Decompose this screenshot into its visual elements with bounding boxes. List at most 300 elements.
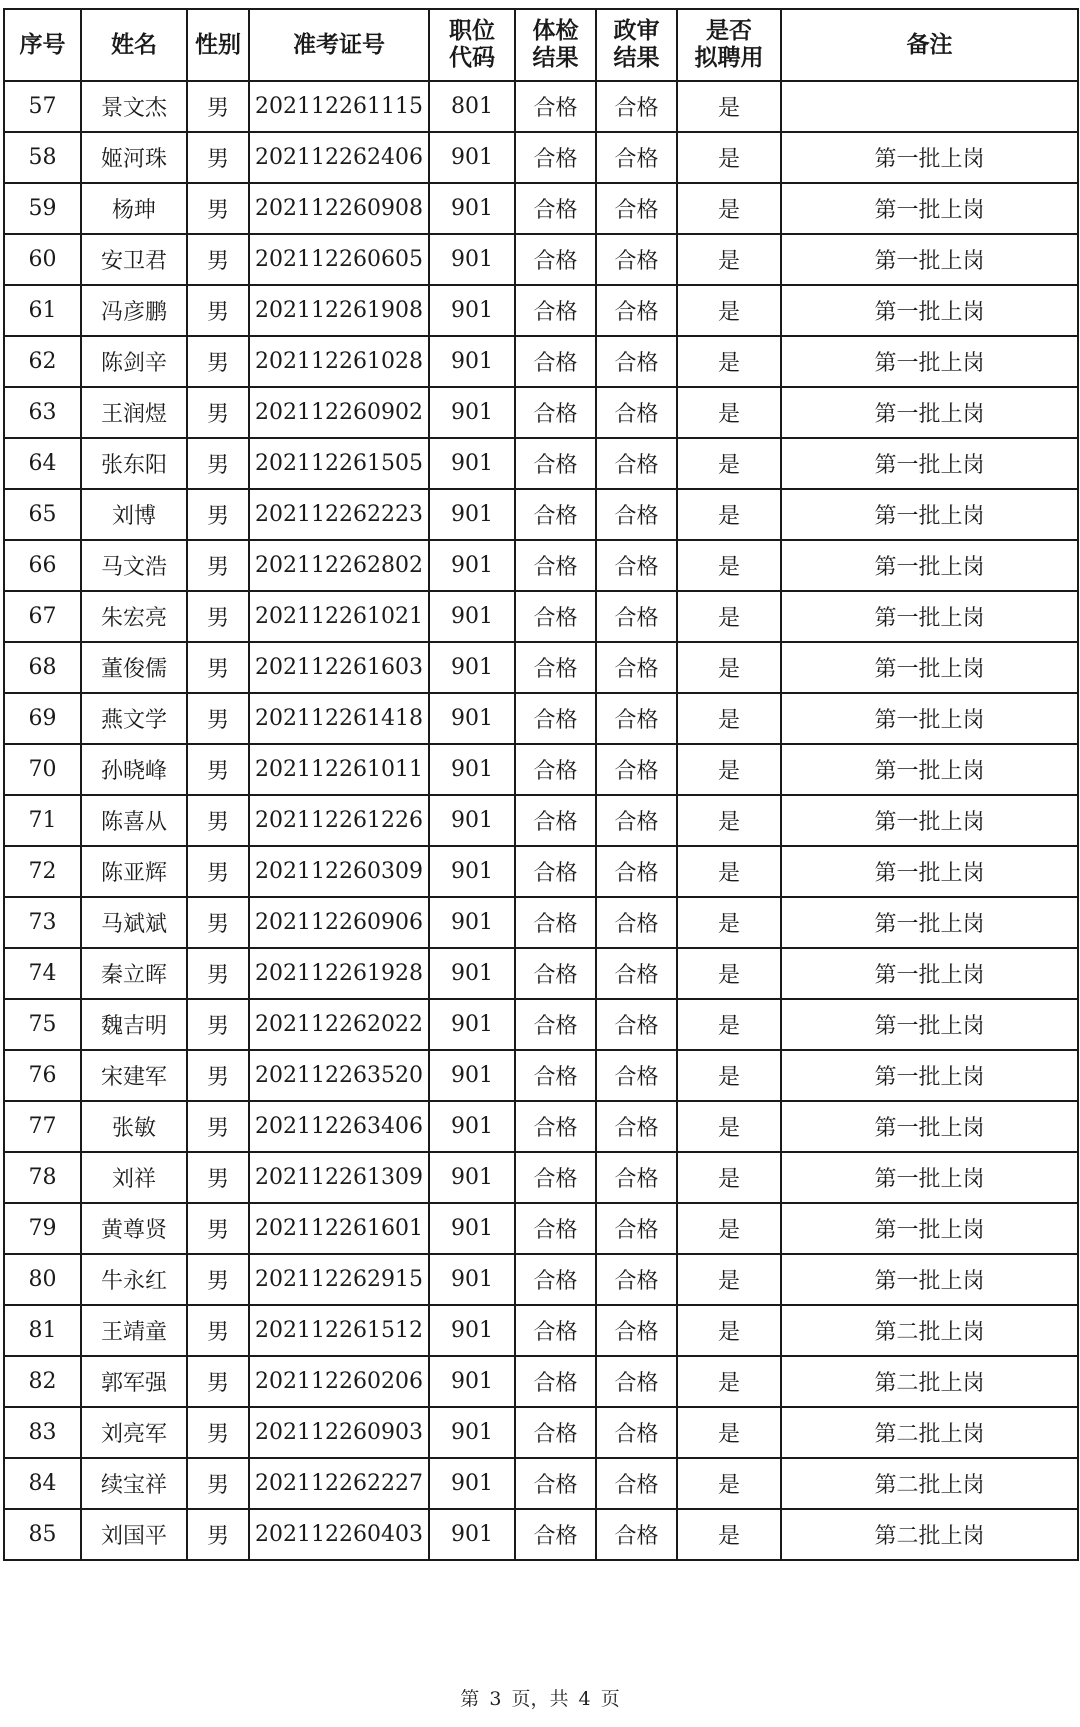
cell-remark: 第一批上岗: [781, 591, 1078, 642]
cell-seq: 82: [4, 1356, 81, 1407]
cell-remark: 第二批上岗: [781, 1458, 1078, 1509]
roster-document: [3, 8, 1077, 1561]
cell-political: 合格: [596, 1458, 677, 1509]
cell-gender: 男: [187, 999, 249, 1050]
cell-gender: 男: [187, 132, 249, 183]
cell-name: 安卫君: [81, 234, 187, 285]
cell-gender: 男: [187, 387, 249, 438]
cell-exam_id: 202112261309: [249, 1152, 429, 1203]
cell-gender: 男: [187, 1305, 249, 1356]
cell-name: 王靖童: [81, 1305, 187, 1356]
cell-seq: 63: [4, 387, 81, 438]
cell-hire: 是: [677, 1356, 781, 1407]
column-header-seq: [4, 9, 81, 81]
cell-political: 合格: [596, 897, 677, 948]
cell-political: 合格: [596, 1509, 677, 1560]
cell-name: 张敏: [81, 1101, 187, 1152]
cell-physical: 合格: [515, 1254, 596, 1305]
cell-physical: 合格: [515, 744, 596, 795]
cell-name: 刘亮军: [81, 1407, 187, 1458]
cell-seq: 80: [4, 1254, 81, 1305]
cell-gender: 男: [187, 336, 249, 387]
cell-political: 合格: [596, 81, 677, 132]
cell-gender: 男: [187, 540, 249, 591]
table-row: [4, 1458, 1078, 1509]
cell-name: 刘祥: [81, 1152, 187, 1203]
cell-seq: 77: [4, 1101, 81, 1152]
cell-remark: 第一批上岗: [781, 744, 1078, 795]
cell-political: 合格: [596, 591, 677, 642]
roster-table: [3, 8, 1079, 1561]
cell-hire: 是: [677, 1254, 781, 1305]
cell-physical: 合格: [515, 948, 596, 999]
column-header-label: 准考证号: [293, 31, 385, 58]
cell-exam_id: 202112261928: [249, 948, 429, 999]
table-row: [4, 846, 1078, 897]
cell-political: 合格: [596, 336, 677, 387]
cell-seq: 62: [4, 336, 81, 387]
current-page-number: 3: [489, 1688, 502, 1710]
cell-name: 牛永红: [81, 1254, 187, 1305]
cell-exam_id: 202112262227: [249, 1458, 429, 1509]
cell-physical: 合格: [515, 1305, 596, 1356]
footer-suffix: 页: [600, 1688, 620, 1710]
cell-gender: 男: [187, 1407, 249, 1458]
table-row: [4, 1203, 1078, 1254]
cell-exam_id: 202112262406: [249, 132, 429, 183]
table-row: [4, 81, 1078, 132]
cell-seq: 74: [4, 948, 81, 999]
cell-exam_id: 202112261021: [249, 591, 429, 642]
cell-post_code: 901: [429, 387, 515, 438]
cell-post_code: 901: [429, 285, 515, 336]
cell-remark: 第一批上岗: [781, 540, 1078, 591]
cell-seq: 65: [4, 489, 81, 540]
cell-exam_id: 202112262802: [249, 540, 429, 591]
cell-remark: 第一批上岗: [781, 183, 1078, 234]
cell-hire: 是: [677, 1203, 781, 1254]
cell-post_code: 901: [429, 489, 515, 540]
cell-post_code: 901: [429, 846, 515, 897]
cell-political: 合格: [596, 1356, 677, 1407]
column-header-label: 备注: [906, 31, 953, 58]
cell-hire: 是: [677, 1305, 781, 1356]
cell-gender: 男: [187, 795, 249, 846]
cell-remark: 第一批上岗: [781, 1101, 1078, 1152]
cell-exam_id: 202112261512: [249, 1305, 429, 1356]
table-row: [4, 1152, 1078, 1203]
cell-physical: 合格: [515, 1050, 596, 1101]
cell-physical: 合格: [515, 642, 596, 693]
cell-political: 合格: [596, 795, 677, 846]
cell-exam_id: 202112261418: [249, 693, 429, 744]
column-header-physical: [515, 9, 596, 81]
cell-post_code: 901: [429, 540, 515, 591]
cell-hire: 是: [677, 540, 781, 591]
cell-exam_id: 202112261603: [249, 642, 429, 693]
cell-name: 郭军强: [81, 1356, 187, 1407]
cell-post_code: 801: [429, 81, 515, 132]
cell-name: 冯彦鹏: [81, 285, 187, 336]
column-header-label: 是否: [706, 18, 752, 44]
cell-gender: 男: [187, 1356, 249, 1407]
cell-exam_id: 202112263406: [249, 1101, 429, 1152]
cell-post_code: 901: [429, 591, 515, 642]
cell-political: 合格: [596, 1254, 677, 1305]
cell-political: 合格: [596, 132, 677, 183]
cell-gender: 男: [187, 438, 249, 489]
column-header-label: 政审: [613, 18, 660, 44]
cell-exam_id: 202112261908: [249, 285, 429, 336]
cell-remark: 第二批上岗: [781, 1407, 1078, 1458]
column-header-hire: [677, 9, 781, 81]
column-header-label: 性别: [195, 31, 241, 58]
cell-physical: 合格: [515, 1407, 596, 1458]
table-row: [4, 642, 1078, 693]
table-row: [4, 1407, 1078, 1458]
cell-hire: 是: [677, 1509, 781, 1560]
cell-post_code: 901: [429, 234, 515, 285]
cell-remark: [781, 81, 1078, 132]
cell-remark: 第一批上岗: [781, 489, 1078, 540]
table-row: [4, 1356, 1078, 1407]
cell-gender: 男: [187, 744, 249, 795]
cell-political: 合格: [596, 693, 677, 744]
cell-physical: 合格: [515, 591, 596, 642]
cell-political: 合格: [596, 1305, 677, 1356]
cell-post_code: 901: [429, 1152, 515, 1203]
table-row: [4, 387, 1078, 438]
table-row: [4, 1305, 1078, 1356]
cell-seq: 75: [4, 999, 81, 1050]
cell-remark: 第一批上岗: [781, 693, 1078, 744]
cell-name: 张东阳: [81, 438, 187, 489]
cell-hire: 是: [677, 438, 781, 489]
cell-remark: 第一批上岗: [781, 132, 1078, 183]
cell-hire: 是: [677, 846, 781, 897]
cell-post_code: 901: [429, 1509, 515, 1560]
column-header-name: [81, 9, 187, 81]
cell-exam_id: 202112262915: [249, 1254, 429, 1305]
cell-name: 陈喜从: [81, 795, 187, 846]
cell-exam_id: 202112261505: [249, 438, 429, 489]
cell-physical: 合格: [515, 795, 596, 846]
cell-remark: 第一批上岗: [781, 387, 1078, 438]
table-row: [4, 591, 1078, 642]
cell-physical: 合格: [515, 387, 596, 438]
table-row: [4, 438, 1078, 489]
cell-political: 合格: [596, 438, 677, 489]
cell-physical: 合格: [515, 132, 596, 183]
cell-post_code: 901: [429, 948, 515, 999]
cell-seq: 67: [4, 591, 81, 642]
cell-remark: 第二批上岗: [781, 1356, 1078, 1407]
cell-political: 合格: [596, 183, 677, 234]
cell-post_code: 901: [429, 1356, 515, 1407]
table-row: [4, 183, 1078, 234]
cell-post_code: 901: [429, 1305, 515, 1356]
cell-post_code: 901: [429, 693, 515, 744]
cell-exam_id: 202112261011: [249, 744, 429, 795]
cell-seq: 81: [4, 1305, 81, 1356]
cell-political: 合格: [596, 948, 677, 999]
cell-seq: 73: [4, 897, 81, 948]
footer-prefix: 第: [460, 1688, 480, 1710]
column-header-remark: [781, 9, 1078, 81]
column-header-political: [596, 9, 677, 81]
cell-seq: 57: [4, 81, 81, 132]
footer-middle: 页，共: [511, 1688, 569, 1710]
column-header-post_code: [429, 9, 515, 81]
cell-post_code: 901: [429, 999, 515, 1050]
cell-gender: 男: [187, 81, 249, 132]
cell-gender: 男: [187, 948, 249, 999]
cell-hire: 是: [677, 1101, 781, 1152]
cell-hire: 是: [677, 642, 781, 693]
cell-exam_id: 202112260309: [249, 846, 429, 897]
cell-name: 董俊儒: [81, 642, 187, 693]
cell-remark: 第一批上岗: [781, 897, 1078, 948]
cell-seq: 78: [4, 1152, 81, 1203]
page-footer: [0, 1684, 1080, 1711]
table-row: [4, 795, 1078, 846]
cell-physical: 合格: [515, 1203, 596, 1254]
cell-physical: 合格: [515, 1458, 596, 1509]
cell-name: 陈亚辉: [81, 846, 187, 897]
table-row: [4, 744, 1078, 795]
cell-name: 刘博: [81, 489, 187, 540]
column-header-gender: [187, 9, 249, 81]
cell-remark: 第一批上岗: [781, 642, 1078, 693]
cell-name: 姬河珠: [81, 132, 187, 183]
cell-name: 景文杰: [81, 81, 187, 132]
cell-gender: 男: [187, 1101, 249, 1152]
cell-seq: 60: [4, 234, 81, 285]
cell-remark: 第一批上岗: [781, 1254, 1078, 1305]
cell-seq: 85: [4, 1509, 81, 1560]
cell-post_code: 901: [429, 1101, 515, 1152]
cell-seq: 79: [4, 1203, 81, 1254]
cell-exam_id: 202112260902: [249, 387, 429, 438]
cell-exam_id: 202112260903: [249, 1407, 429, 1458]
cell-political: 合格: [596, 846, 677, 897]
cell-physical: 合格: [515, 438, 596, 489]
cell-hire: 是: [677, 285, 781, 336]
column-header-label: 职位: [449, 18, 495, 44]
cell-seq: 58: [4, 132, 81, 183]
cell-remark: 第一批上岗: [781, 1050, 1078, 1101]
column-header-label-line2: 结果: [613, 45, 660, 71]
cell-remark: 第二批上岗: [781, 1509, 1078, 1560]
cell-physical: 合格: [515, 1509, 596, 1560]
cell-name: 宋建军: [81, 1050, 187, 1101]
cell-seq: 84: [4, 1458, 81, 1509]
cell-hire: 是: [677, 999, 781, 1050]
column-header-label-line2: 拟聘用: [694, 45, 764, 71]
table-header-row: [4, 9, 1078, 81]
cell-remark: 第一批上岗: [781, 846, 1078, 897]
cell-hire: 是: [677, 336, 781, 387]
column-header-label: 姓名: [111, 31, 157, 58]
cell-remark: 第一批上岗: [781, 999, 1078, 1050]
cell-political: 合格: [596, 1050, 677, 1101]
cell-hire: 是: [677, 897, 781, 948]
cell-seq: 69: [4, 693, 81, 744]
cell-remark: 第一批上岗: [781, 234, 1078, 285]
table-row: [4, 999, 1078, 1050]
column-header-label: 序号: [19, 31, 66, 58]
table-row: [4, 1509, 1078, 1560]
table-row: [4, 1101, 1078, 1152]
cell-name: 陈剑辛: [81, 336, 187, 387]
cell-remark: 第一批上岗: [781, 948, 1078, 999]
cell-hire: 是: [677, 693, 781, 744]
cell-gender: 男: [187, 693, 249, 744]
table-row: [4, 132, 1078, 183]
cell-hire: 是: [677, 795, 781, 846]
cell-physical: 合格: [515, 1152, 596, 1203]
table-row: [4, 897, 1078, 948]
cell-political: 合格: [596, 285, 677, 336]
cell-remark: 第一批上岗: [781, 795, 1078, 846]
cell-exam_id: 202112261115: [249, 81, 429, 132]
cell-seq: 66: [4, 540, 81, 591]
cell-hire: 是: [677, 744, 781, 795]
cell-seq: 71: [4, 795, 81, 846]
cell-political: 合格: [596, 1101, 677, 1152]
cell-remark: 第一批上岗: [781, 1203, 1078, 1254]
cell-physical: 合格: [515, 285, 596, 336]
cell-post_code: 901: [429, 1407, 515, 1458]
cell-exam_id: 202112260605: [249, 234, 429, 285]
cell-physical: 合格: [515, 693, 596, 744]
cell-name: 魏吉明: [81, 999, 187, 1050]
cell-seq: 64: [4, 438, 81, 489]
table-row: [4, 336, 1078, 387]
table-row: [4, 948, 1078, 999]
cell-hire: 是: [677, 489, 781, 540]
cell-gender: 男: [187, 1152, 249, 1203]
cell-seq: 70: [4, 744, 81, 795]
cell-political: 合格: [596, 999, 677, 1050]
cell-gender: 男: [187, 489, 249, 540]
cell-name: 马文浩: [81, 540, 187, 591]
cell-gender: 男: [187, 285, 249, 336]
cell-remark: 第一批上岗: [781, 1152, 1078, 1203]
cell-exam_id: 202112263520: [249, 1050, 429, 1101]
cell-name: 续宝祥: [81, 1458, 187, 1509]
cell-political: 合格: [596, 1152, 677, 1203]
cell-hire: 是: [677, 183, 781, 234]
cell-physical: 合格: [515, 336, 596, 387]
cell-name: 刘国平: [81, 1509, 187, 1560]
cell-exam_id: 202112261028: [249, 336, 429, 387]
cell-physical: 合格: [515, 183, 596, 234]
cell-hire: 是: [677, 1407, 781, 1458]
cell-gender: 男: [187, 642, 249, 693]
cell-hire: 是: [677, 132, 781, 183]
cell-exam_id: 202112261601: [249, 1203, 429, 1254]
cell-remark: 第一批上岗: [781, 336, 1078, 387]
cell-political: 合格: [596, 387, 677, 438]
table-row: [4, 489, 1078, 540]
cell-post_code: 901: [429, 897, 515, 948]
cell-political: 合格: [596, 744, 677, 795]
cell-exam_id: 202112260206: [249, 1356, 429, 1407]
cell-physical: 合格: [515, 1356, 596, 1407]
table-row: [4, 285, 1078, 336]
cell-post_code: 901: [429, 1203, 515, 1254]
column-header-label-line2: 结果: [532, 45, 579, 71]
table-row: [4, 540, 1078, 591]
table-row: [4, 1050, 1078, 1101]
cell-name: 燕文学: [81, 693, 187, 744]
cell-gender: 男: [187, 1458, 249, 1509]
cell-gender: 男: [187, 1203, 249, 1254]
cell-hire: 是: [677, 948, 781, 999]
cell-name: 马斌斌: [81, 897, 187, 948]
cell-hire: 是: [677, 1152, 781, 1203]
cell-post_code: 901: [429, 183, 515, 234]
cell-post_code: 901: [429, 1458, 515, 1509]
cell-gender: 男: [187, 846, 249, 897]
cell-post_code: 901: [429, 336, 515, 387]
cell-political: 合格: [596, 234, 677, 285]
cell-seq: 76: [4, 1050, 81, 1101]
cell-remark: 第一批上岗: [781, 438, 1078, 489]
cell-name: 孙晓峰: [81, 744, 187, 795]
cell-gender: 男: [187, 591, 249, 642]
cell-hire: 是: [677, 234, 781, 285]
cell-name: 秦立晖: [81, 948, 187, 999]
cell-post_code: 901: [429, 132, 515, 183]
cell-hire: 是: [677, 591, 781, 642]
cell-physical: 合格: [515, 1101, 596, 1152]
cell-gender: 男: [187, 1509, 249, 1560]
cell-political: 合格: [596, 1407, 677, 1458]
column-header-label-line2: 代码: [449, 45, 495, 71]
cell-physical: 合格: [515, 897, 596, 948]
cell-name: 王润煜: [81, 387, 187, 438]
cell-gender: 男: [187, 183, 249, 234]
total-page-count: 4: [578, 1688, 591, 1710]
cell-seq: 59: [4, 183, 81, 234]
table-row: [4, 693, 1078, 744]
cell-physical: 合格: [515, 540, 596, 591]
cell-post_code: 901: [429, 1254, 515, 1305]
cell-hire: 是: [677, 1458, 781, 1509]
cell-post_code: 901: [429, 795, 515, 846]
cell-political: 合格: [596, 489, 677, 540]
cell-physical: 合格: [515, 846, 596, 897]
cell-exam_id: 202112260906: [249, 897, 429, 948]
cell-exam_id: 202112262223: [249, 489, 429, 540]
cell-hire: 是: [677, 387, 781, 438]
cell-post_code: 901: [429, 642, 515, 693]
cell-gender: 男: [187, 897, 249, 948]
column-header-label: 体检: [532, 18, 579, 44]
cell-exam_id: 202112260403: [249, 1509, 429, 1560]
cell-physical: 合格: [515, 489, 596, 540]
cell-political: 合格: [596, 642, 677, 693]
cell-exam_id: 202112260908: [249, 183, 429, 234]
cell-remark: 第二批上岗: [781, 1305, 1078, 1356]
cell-political: 合格: [596, 1203, 677, 1254]
cell-post_code: 901: [429, 438, 515, 489]
cell-exam_id: 202112262022: [249, 999, 429, 1050]
cell-post_code: 901: [429, 1050, 515, 1101]
cell-physical: 合格: [515, 999, 596, 1050]
